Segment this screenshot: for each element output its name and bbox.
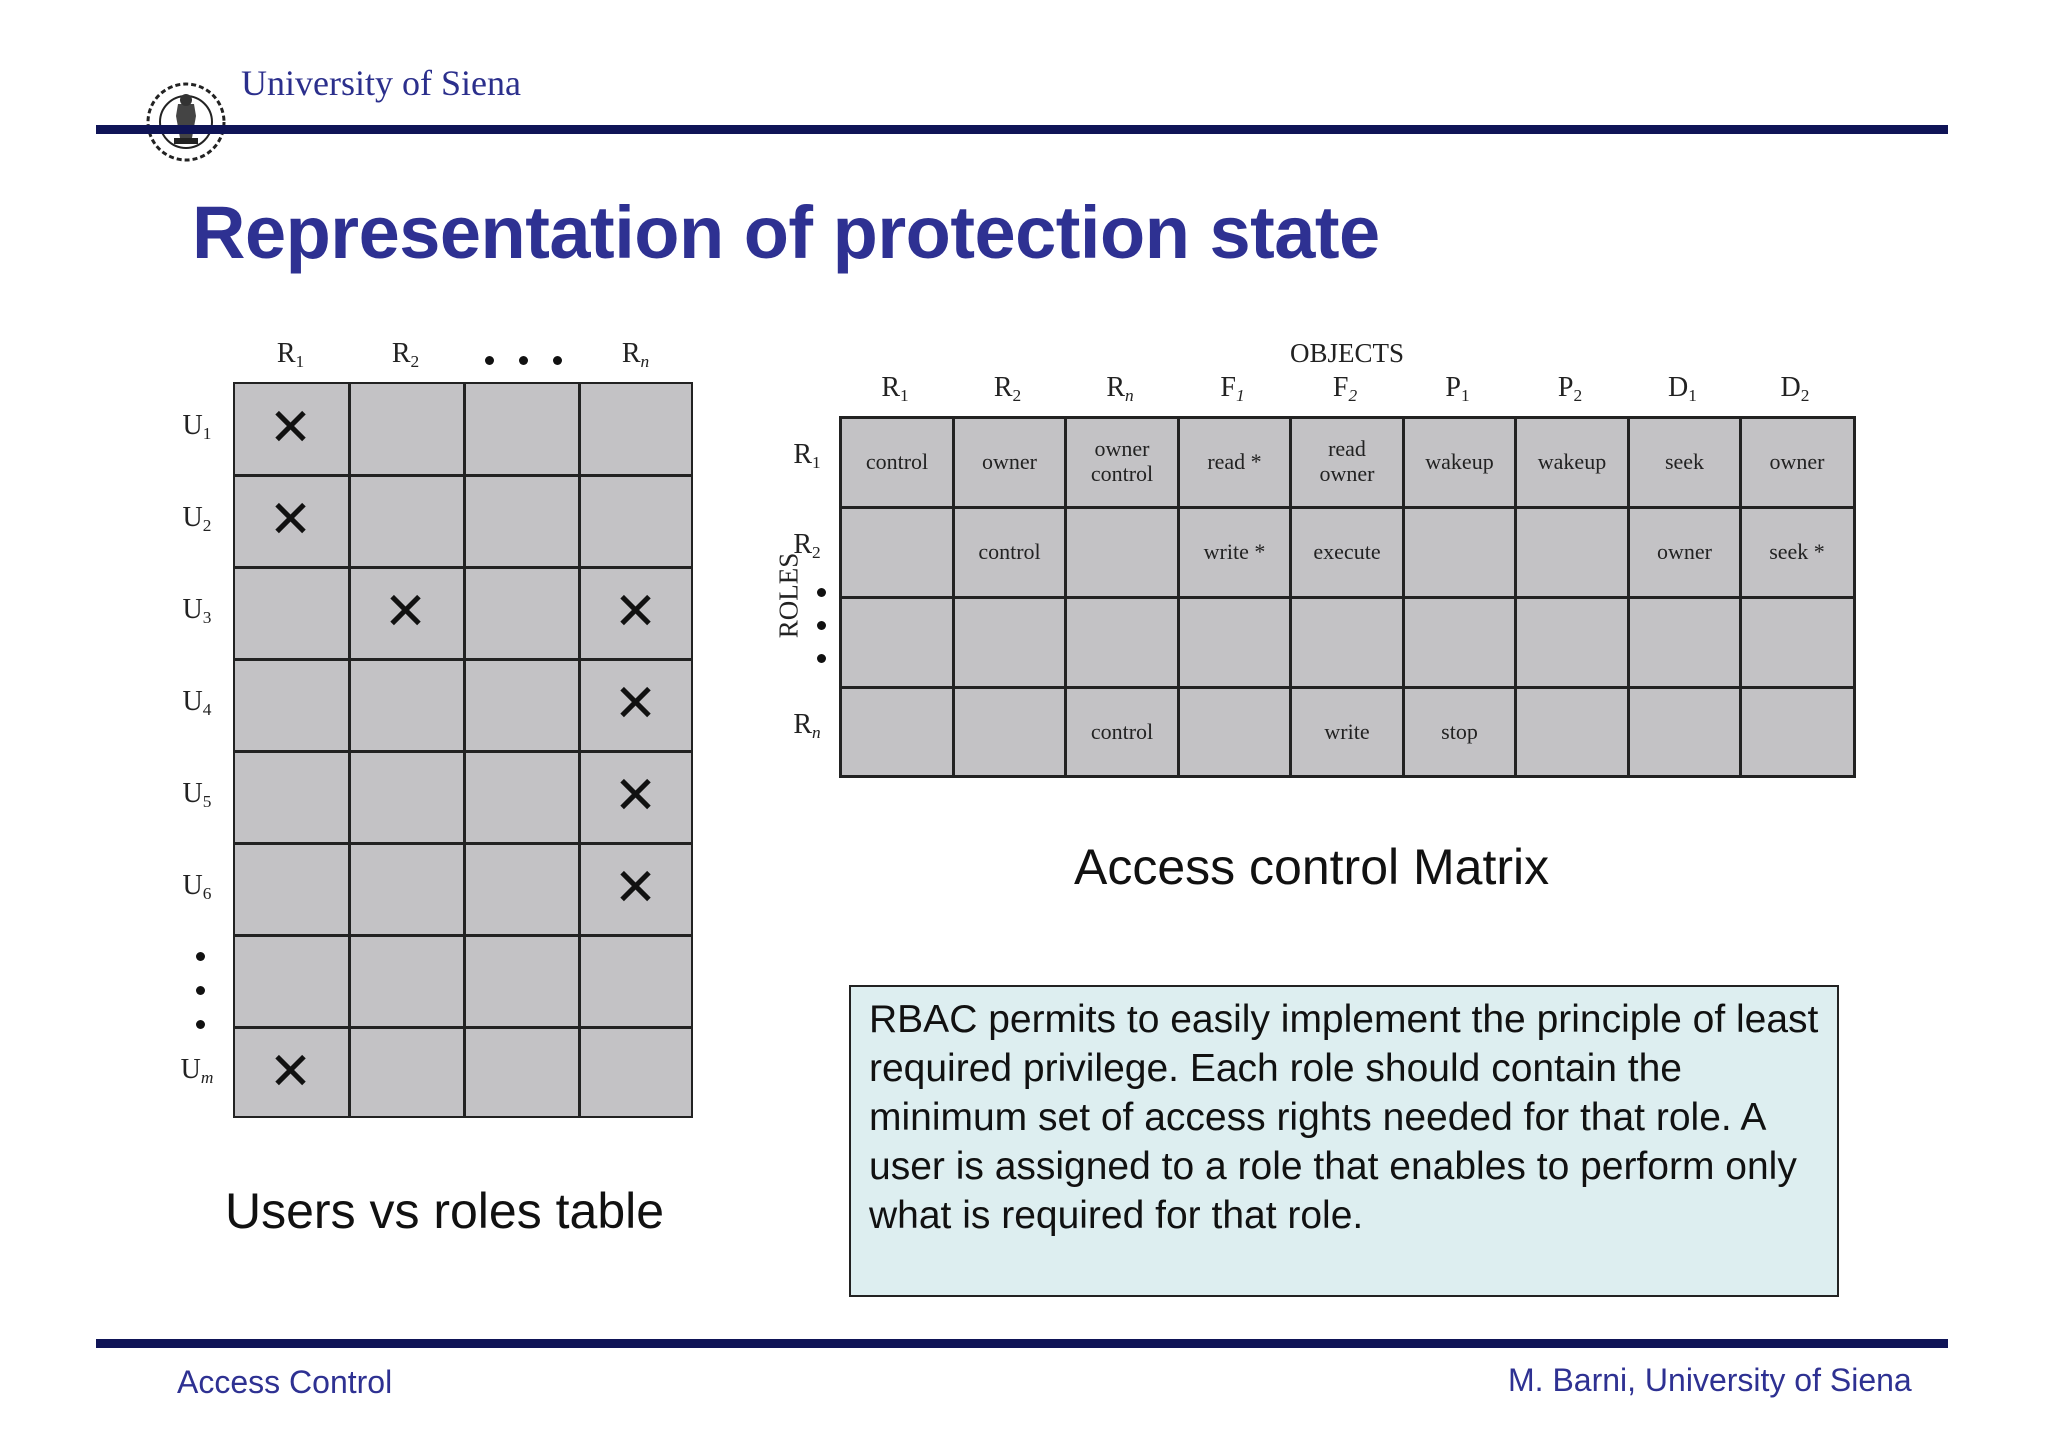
membership-mark: ✕ <box>268 1042 313 1102</box>
acm-column-header <box>1177 372 1289 406</box>
grid-line <box>235 934 691 937</box>
label-base: F <box>1332 372 1349 403</box>
label-subscript: 1 <box>1235 386 1245 406</box>
label-base: U <box>182 686 203 717</box>
acm-cell-line: control <box>978 538 1041 564</box>
acm-cell-line: wakeup <box>1425 448 1494 474</box>
label-base: D <box>1668 372 1689 403</box>
header-rule <box>96 125 1948 134</box>
acm-cell <box>1741 539 1853 564</box>
label-base: R <box>993 372 1013 403</box>
acm-cell-line: control <box>1090 461 1154 486</box>
footer-author: M. Barni, University of Siena <box>1508 1362 1912 1398</box>
label-base: D <box>1780 372 1801 403</box>
acm-column-header <box>839 372 951 406</box>
acm-cell <box>1404 719 1516 744</box>
acm-cell-line: control <box>865 448 929 474</box>
label-subscript: 5 <box>202 792 212 812</box>
acm-cell <box>1629 449 1741 474</box>
label-base: R <box>276 338 296 369</box>
grid-line <box>235 566 691 569</box>
label-base: R <box>881 372 900 403</box>
acm-column-header <box>1739 372 1851 406</box>
acm-cell <box>954 449 1066 474</box>
ur-row-header <box>167 778 227 812</box>
label-subscript: n <box>1125 386 1134 406</box>
label-base: R <box>793 529 812 560</box>
label-subscript: 1 <box>1460 386 1470 406</box>
ur-row-header <box>167 686 227 720</box>
label-base: U <box>182 778 203 809</box>
grid-line <box>235 842 691 845</box>
acm-cell <box>1066 719 1178 744</box>
label-base: P <box>1445 372 1461 403</box>
label-base: U <box>182 594 203 625</box>
label-subscript: 6 <box>202 884 212 904</box>
acm-cell-line: stop <box>1441 718 1478 744</box>
membership-mark: ✕ <box>613 858 658 918</box>
label-subscript: m <box>200 1068 214 1088</box>
label-subscript: 2 <box>410 352 420 372</box>
acm-cell <box>841 449 953 474</box>
acm-cell-line: owner <box>982 448 1037 474</box>
ur-row-header <box>167 594 227 628</box>
label-base: U <box>182 410 203 441</box>
acm-cell-line: owner <box>1319 461 1375 486</box>
university-seal-icon <box>144 76 228 168</box>
label-subscript: 1 <box>295 352 305 372</box>
acm-cell <box>1291 539 1403 564</box>
acm-cell <box>1404 449 1516 474</box>
label-base: R <box>793 709 812 740</box>
acm-cell-line: control <box>1090 718 1154 744</box>
label-base: R <box>1106 372 1125 403</box>
membership-mark: ✕ <box>613 674 658 734</box>
label-subscript: n <box>812 723 821 743</box>
acm-cell-line: seek * <box>1769 538 1825 564</box>
university-name: University of Siena <box>241 63 521 103</box>
label-base: U <box>180 1054 201 1085</box>
ellipsis-dot <box>519 356 528 365</box>
access-control-matrix <box>839 416 1856 778</box>
acm-cell-line: write * <box>1203 538 1266 564</box>
acm-cell-line: owner <box>1769 448 1825 474</box>
acm-cell <box>1179 539 1291 564</box>
grid-line <box>235 658 691 661</box>
acm-cell-line: seek <box>1664 448 1705 474</box>
acm-cell <box>1516 449 1628 474</box>
ellipsis-dot <box>817 621 826 630</box>
acm-cell-line: owner <box>1094 436 1150 461</box>
ur-row-header <box>167 1054 227 1088</box>
ellipsis-dot <box>196 952 205 961</box>
ur-row-header <box>167 870 227 904</box>
label-base: R <box>621 338 641 369</box>
label-subscript: 1 <box>202 424 212 444</box>
slide-title: Representation of protection state <box>192 191 1380 274</box>
label-subscript: n <box>640 352 650 372</box>
ur-row-header <box>167 410 227 444</box>
label-subscript: 4 <box>202 700 212 720</box>
label-subscript: 2 <box>812 543 821 563</box>
label-base: R <box>793 439 812 470</box>
label-base: F <box>1220 372 1236 403</box>
footer-topic: Access Control <box>177 1364 393 1400</box>
grid-line <box>235 1026 691 1029</box>
grid-line <box>842 686 1853 689</box>
acm-caption: Access control Matrix <box>1074 839 1550 895</box>
acm-row-header <box>782 529 832 563</box>
acm-column-header <box>952 372 1064 406</box>
ur-column-header <box>251 338 331 372</box>
acm-cell-line: execute <box>1313 538 1381 564</box>
acm-cell <box>1066 436 1178 486</box>
acm-column-header <box>1514 372 1626 406</box>
label-subscript: 2 <box>1012 386 1022 406</box>
ellipsis-dot <box>196 1020 205 1029</box>
acm-row-header <box>782 709 832 743</box>
label-subscript: 3 <box>202 608 212 628</box>
acm-cell <box>1291 719 1403 744</box>
rbac-note: RBAC permits to easily implement the principle of least required privilege. Each role should contain the minimum set of access rights needed for that role. A user is assigned to a role that enables to perform only what is required for that role. <box>849 985 1839 1297</box>
label-subscript: 2 <box>1348 386 1358 406</box>
membership-mark: ✕ <box>613 582 658 642</box>
ellipsis-dot <box>485 356 494 365</box>
label-subscript: 1 <box>812 453 821 473</box>
acm-column-header <box>1289 372 1401 406</box>
users-roles-caption: Users vs roles table <box>225 1183 665 1239</box>
label-base: R <box>391 338 411 369</box>
ur-row-header <box>167 502 227 536</box>
membership-mark: ✕ <box>613 766 658 826</box>
acm-cell-line: read * <box>1207 448 1262 474</box>
ellipsis-dot <box>817 588 826 597</box>
acm-cell-line: wakeup <box>1537 448 1607 474</box>
acm-row-header <box>782 439 832 473</box>
grid-line <box>235 750 691 753</box>
acm-cell <box>1629 539 1741 564</box>
ellipsis-dot <box>196 986 205 995</box>
acm-cell-line: write <box>1324 718 1370 744</box>
acm-cell-line: owner <box>1657 538 1712 564</box>
label-subscript: 2 <box>1800 386 1810 406</box>
acm-cell <box>1741 449 1853 474</box>
ellipsis-dot <box>817 654 826 663</box>
label-base: U <box>182 502 203 533</box>
label-base: P <box>1557 372 1574 403</box>
label-subscript: 1 <box>1688 386 1697 406</box>
acm-cell <box>1291 436 1403 486</box>
membership-mark: ✕ <box>268 398 313 458</box>
label-subscript: 2 <box>202 516 212 536</box>
label-subscript: 1 <box>900 386 909 406</box>
objects-label: OBJECTS <box>1290 338 1405 368</box>
label-base: U <box>182 870 203 901</box>
acm-cell <box>954 539 1066 564</box>
grid-line <box>842 506 1853 509</box>
grid-line <box>235 474 691 477</box>
ur-column-header <box>366 338 446 372</box>
acm-column-header <box>1402 372 1514 406</box>
label-subscript: 2 <box>1573 386 1583 406</box>
acm-column-header <box>1064 372 1176 406</box>
membership-mark: ✕ <box>268 490 313 550</box>
users-roles-table <box>233 382 693 1118</box>
footer-rule <box>96 1339 1948 1348</box>
acm-cell-line: read <box>1328 436 1366 461</box>
grid-line <box>842 596 1853 599</box>
ellipsis-dot <box>553 356 562 365</box>
acm-cell <box>1179 449 1291 474</box>
acm-column-header <box>1627 372 1739 406</box>
ur-column-header <box>596 338 676 372</box>
membership-mark: ✕ <box>383 582 428 642</box>
roles-label: ROLES <box>773 552 804 639</box>
